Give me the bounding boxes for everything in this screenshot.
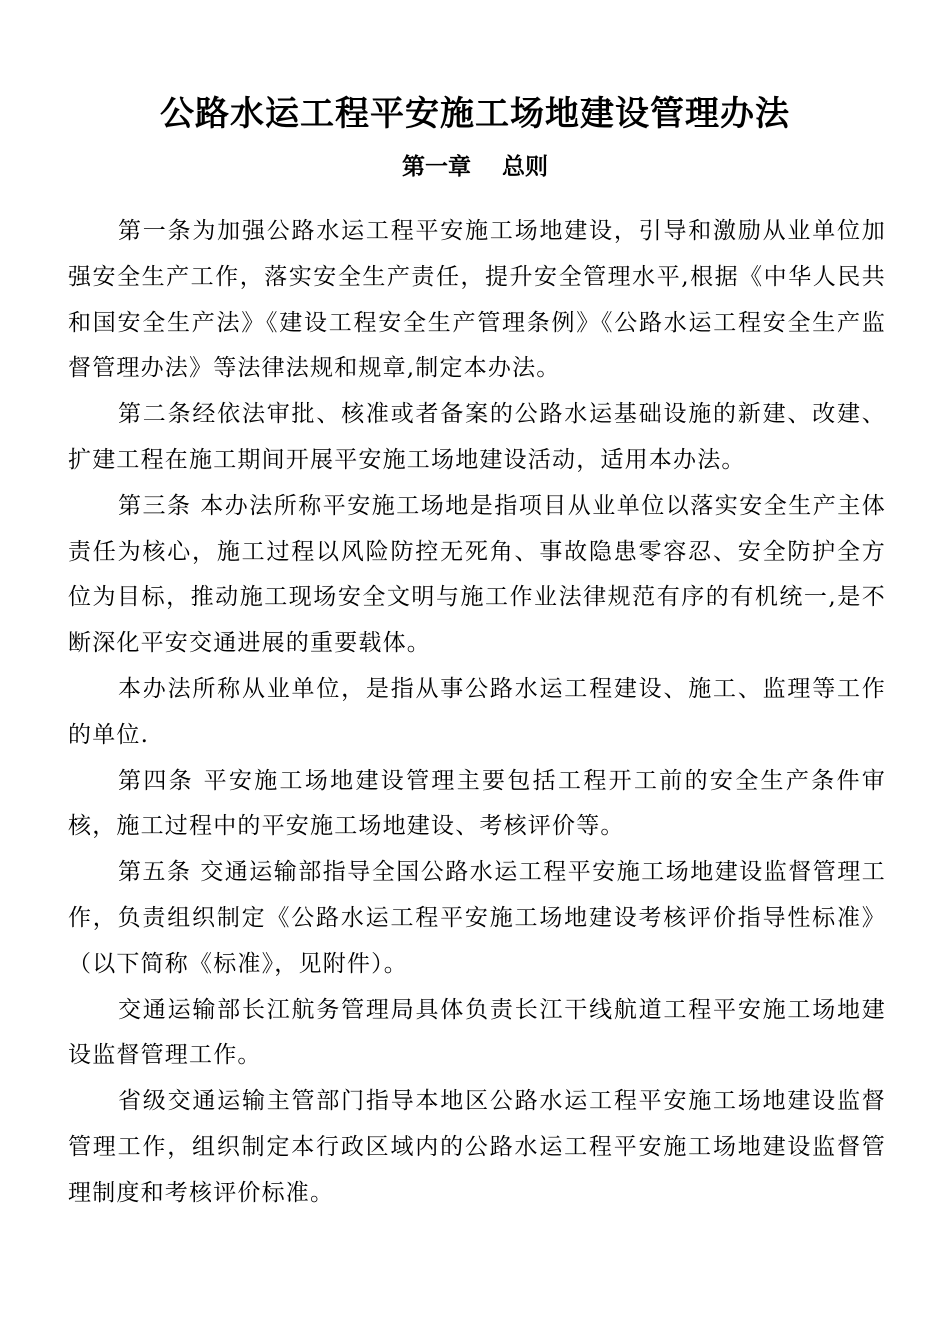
paragraph-article-5: 第五条 交通运输部指导全国公路水运工程平安施工场地建设监督管理工作，负责组织制定《公路水运工程平安施工场地建设考核评价指导性标准》（以下简称《标准》，见附件）。 bbox=[68, 859, 886, 977]
paragraph-article-4: 第四条 平安施工场地建设管理主要包括工程开工前的安全生产条件审核，施工过程中的平安施工场地建设、考核评价等。 bbox=[68, 767, 886, 840]
paragraph-article-2: 第二条经依法审批、核准或者备案的公路水运基础设施的新建、改建、扩建工程在施工期间开展平安施工场地建设活动，适用本办法。 bbox=[68, 401, 886, 473]
document-title: 公路水运工程平安施工场地建设管理办法 bbox=[160, 94, 790, 134]
paragraph-article-3-units: 本办法所称从业单位，是指从事公路水运工程建设、施工、监理等工作的单位. bbox=[68, 675, 886, 748]
document-body bbox=[68, 209, 886, 1217]
paragraph-article-5-provincial: 省级交通运输主管部门指导本地区公路水运工程平安施工场地建设监督管理工作，组织制定本行政区域内的公路水运工程平安施工场地建设监督管理制度和考核评价标准。 bbox=[68, 1088, 886, 1206]
paragraph-article-1: 第一条为加强公路水运工程平安施工场地建设，引导和激励从业单位加强安全生产工作，落实安全生产责任，提升安全管理水平,根据《中华人民共和国安全生产法》《建设工程安全生产管理条例》《公路水运工程安全生产监督管理办法》等法律法规和规章,制定本办法。 bbox=[68, 218, 886, 382]
paragraph-article-5-yangtze: 交通运输部长江航务管理局具体负责长江干线航道工程平安施工场地建设监督管理工作。 bbox=[68, 996, 886, 1069]
chapter-heading: 第一章 总则 bbox=[401, 154, 548, 180]
paragraph-article-3: 第三条 本办法所称平安施工场地是指项目从业单位以落实安全生产主体责任为核心，施工过程以风险防控无死角、事故隐患零容忍、安全防护全方位为目标，推动施工现场安全文明与施工作业法律规范有序的有机统一,是不断深化平安交通进展的重要载体。 bbox=[68, 492, 886, 657]
